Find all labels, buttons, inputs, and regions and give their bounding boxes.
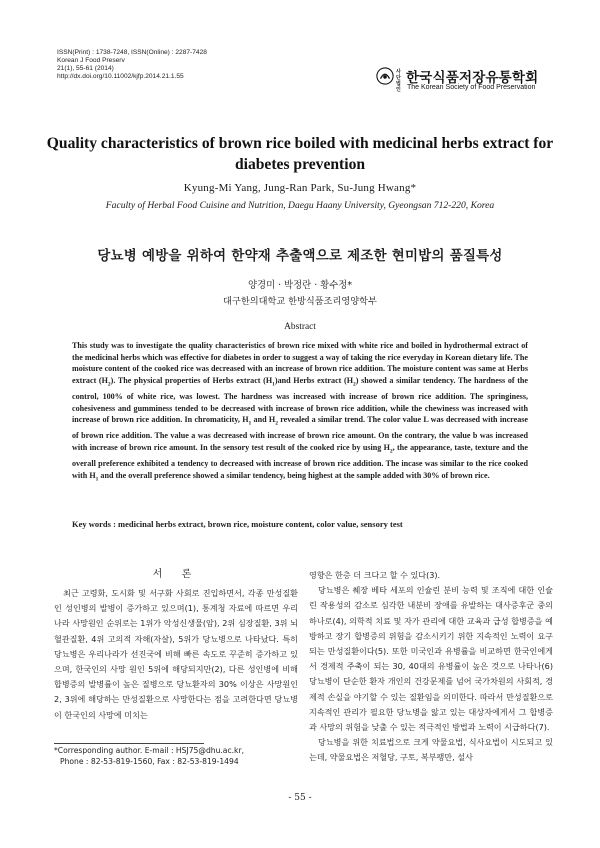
body-paragraph: 영향은 한층 더 크다고 할 수 있다(3). xyxy=(309,570,441,580)
subscript: 2 xyxy=(107,381,111,388)
society-logo-block xyxy=(376,64,556,98)
body-column-left xyxy=(54,565,298,723)
journal-header-info xyxy=(57,49,207,81)
abstract-part: revealed a similar trend. The color value L was decreased with increase of brown rice addition. The value a was decreased with increase of brown rice amount. On the contrary, the value b was increased with increase of brown rice amount. In the sensory test result of the cooked rice by using H xyxy=(72,415,528,452)
society-emblem-icon xyxy=(376,67,394,85)
body-paragraph: 당뇨병은 췌장 베타 세포의 인슐린 분비 능력 및 조직에 대한 인슐린 작용성의 감소로 심각한 내분비 장애를 유발하는 대사증후군 중의 하나로(4), 의학적 치료 및 자가 관리에 대한 교육과 급성 합병증을 예방하고 장기 합병증의 위험을 감소시키기 위한 지속적인 노력이 요구되는 만성질환이다(5). 또한 미국인과 유병률을 비교하면 한국인에게서 경제적 주축이 되는 30, 40대의 유병률이 높은 것으로 나타나(6) 당뇨병이 단순한 환자 개인의 건강문제를 넘어 국가차원의 사회적, 경제적 손실을 야기할 수 있는 질환임을 의미한다. 따라서 만성질환으로 지속적인 관리가 필요한 당뇨병을 앓고 있는 대상자에게서 그 합병증과 사망의 위험을 낮출 수 있는 적극적인 방법과 노력이 시급하다(7). xyxy=(309,585,553,733)
subscript: 2 xyxy=(353,381,356,388)
affiliation-korean: 대구한의대학교 한방식품조리영양학부 xyxy=(223,296,377,307)
abstract-part: and the overall preference showed a similar tendency, being highest at the sample added with 30% of brown rice. xyxy=(98,470,490,480)
authors-english: Kyung-Mi Yang, Jung-Ran Park, Su-Jung Hwang* xyxy=(183,182,417,194)
subscript: 1 xyxy=(272,381,275,388)
abstract-text xyxy=(72,340,528,486)
subscript: 1 xyxy=(248,420,252,427)
footnote-phone: Phone : 82-53-819-1560, Fax : 82-53-819-1494 xyxy=(60,757,239,766)
body-paragraph: 당뇨병을 위한 치료법으로 크게 약물요법, 식사요법이 시도되고 있는데, 약물요법은 저혈당, 구토, 복부팽만, 설사 xyxy=(309,737,553,763)
issn-line: ISSN(Print) : 1738-7248, ISSN(Online) : 2287-7428 xyxy=(57,49,207,56)
journal-name: Korean J Food Preserv xyxy=(57,57,125,64)
abstract-heading: Abstract xyxy=(284,322,316,332)
society-prefix: 사단법인 xyxy=(396,69,401,93)
abstract-part: This study was to investigate the quality characteristics of brown rice mixed with white rice and boiled in hydrothermal extract of the medicinal herbs which was effective for diabetes in order to suggest a way of taking the rice everyday in Korean dietary life. The moisture content of the cooked rice was decreased with an increase of brown rice addition. The moisture content was same at Herbs extract (H xyxy=(72,341,528,385)
volume-line: 21(1), 55-61 (2014) xyxy=(57,65,114,72)
section-heading-introduction: 서 론 xyxy=(152,569,200,580)
paper-title-korean: 당뇨병 예방을 위하여 한약재 추출액으로 제조한 현미밥의 품질특성 xyxy=(97,249,503,264)
abstract-part: )and Herbs extract (H xyxy=(274,375,353,385)
authors-korean: 양경미 · 박정란 · 황수정* xyxy=(247,280,353,291)
paper-title-english: Quality characteristics of brown rice boiled with medicinal herbs extract for diabetes prevention xyxy=(46,135,554,173)
subscript: 1 xyxy=(95,476,99,483)
abstract-part: ). The physical properties of Herbs extract (H xyxy=(110,375,273,385)
body-column-right xyxy=(309,568,553,766)
footnote-divider xyxy=(54,743,204,744)
society-name-english: The Korean Society of Food Preservation xyxy=(407,84,536,91)
doi-link[interactable]: http://dx.doi.org/10.11002/kjfp.2014.21.1.55 xyxy=(57,73,184,80)
affiliation-english: Faculty of Herbal Food Cuisine and Nutrition, Daegu Haany University, Gyeongsan 712-220, Korea xyxy=(105,200,495,211)
subscript: 2 xyxy=(275,420,278,427)
keywords-line: Key words : medicinal herbs extract, brown rice, moisture content, color value, sensory test xyxy=(72,519,403,529)
corresponding-author-footnote xyxy=(54,745,314,767)
abstract-part: ) showed a similar tendency. The hardness of the control, 100% of white rice, was lowest. The hardness was increased with increase of brown rice addition. The springiness, cohesiveness and gumminess tended to be decreased with increase of brown rice addition, while the chewiness was increased with increase of brown rice addition. In chromaticity, H xyxy=(72,375,529,425)
abstract-part: , the appearance, taste, texture and the overall preference exhibited a tendency to decreased with increase of brown rice addition. The incase was similar to the rice cooked with H xyxy=(72,442,528,480)
subscript: 2 xyxy=(389,448,393,455)
footnote-email: *Corresponding author. E-mail : HSJ75@dhu.ac.kr, xyxy=(54,746,244,755)
page-number: - 55 - xyxy=(288,793,312,803)
abstract-part: and H xyxy=(251,415,276,425)
society-name-korean: 한국식품저장유통학회 xyxy=(406,70,539,86)
body-paragraph: 최근 고령화, 도시화 및 서구화 사회로 진입하면서, 각종 만성질환인 성인병의 발병이 증가하고 있으며(1), 통계청 자료에 따르면 우리나라 사망원인 순위로는 1위가 악성신생물(암), 2위 심장질환, 3위 뇌혈관질환, 4위 고의적 자해(자살), 5위가 당뇨병으로 나타났다. 특히 당뇨병은 우리나라가 선진국에 비해 빠른 속도로 꾸준히 증가하고 있으며, 한국인의 사망 원인 5위에 해당되지만(2), 다른 성인병에 비해 합병증의 발병률이 높은 질병으로 당뇨환자의 30% 이상은 사망원인 2, 3위에 해당하는 만성질환으로 사망한다는 점을 고려한다면 당뇨병이 한국인의 사망에 미치는 xyxy=(54,588,298,720)
